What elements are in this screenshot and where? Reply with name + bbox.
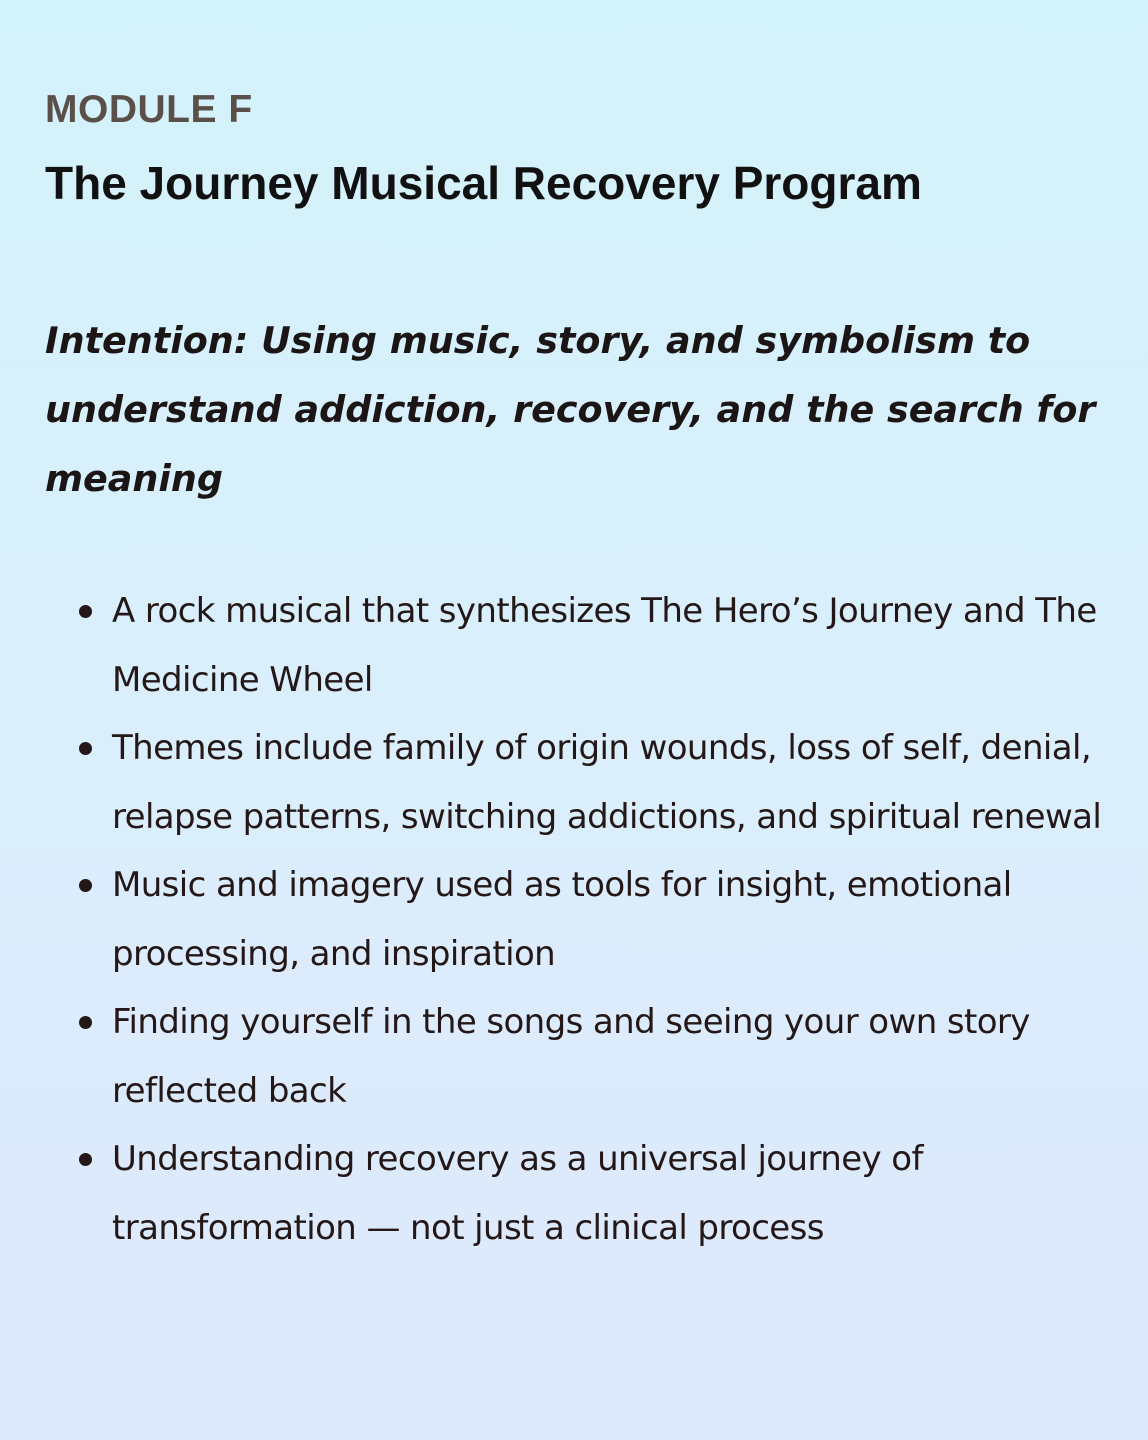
page-title: The Journey Musical Recovery Program — [45, 157, 922, 209]
list-item — [112, 988, 1132, 1125]
list-item-text: Finding yourself in the songs and seeing your own story reflected back — [112, 1002, 1030, 1111]
bullet-icon — [79, 1016, 92, 1029]
bullet-icon — [79, 605, 92, 618]
list-item — [112, 714, 1132, 851]
intention-statement: Intention: Using music, story, and symbolism to understand addiction, recovery, and the search for meaning — [45, 319, 1096, 500]
list-item-text: A rock musical that synthesizes The Hero’s Journey and The Medicine Wheel — [112, 591, 1097, 700]
bullet-icon — [79, 1153, 92, 1166]
list-item-text: Understanding recovery as a universal journey of transformation — not just a clinical process — [112, 1139, 923, 1248]
list-item — [112, 577, 1132, 714]
bullet-list — [112, 577, 1132, 1262]
bullet-icon — [79, 879, 92, 892]
module-label: MODULE F — [45, 88, 253, 131]
list-item-text: Music and imagery used as tools for insight, emotional processing, and inspiration — [112, 865, 1012, 974]
list-item-text: Themes include family of origin wounds, loss of self, denial, relapse patterns, switching addictions, and spiritual renewal — [112, 728, 1102, 837]
list-item — [112, 1125, 1132, 1262]
list-item — [112, 851, 1132, 988]
bullet-icon — [79, 742, 92, 755]
